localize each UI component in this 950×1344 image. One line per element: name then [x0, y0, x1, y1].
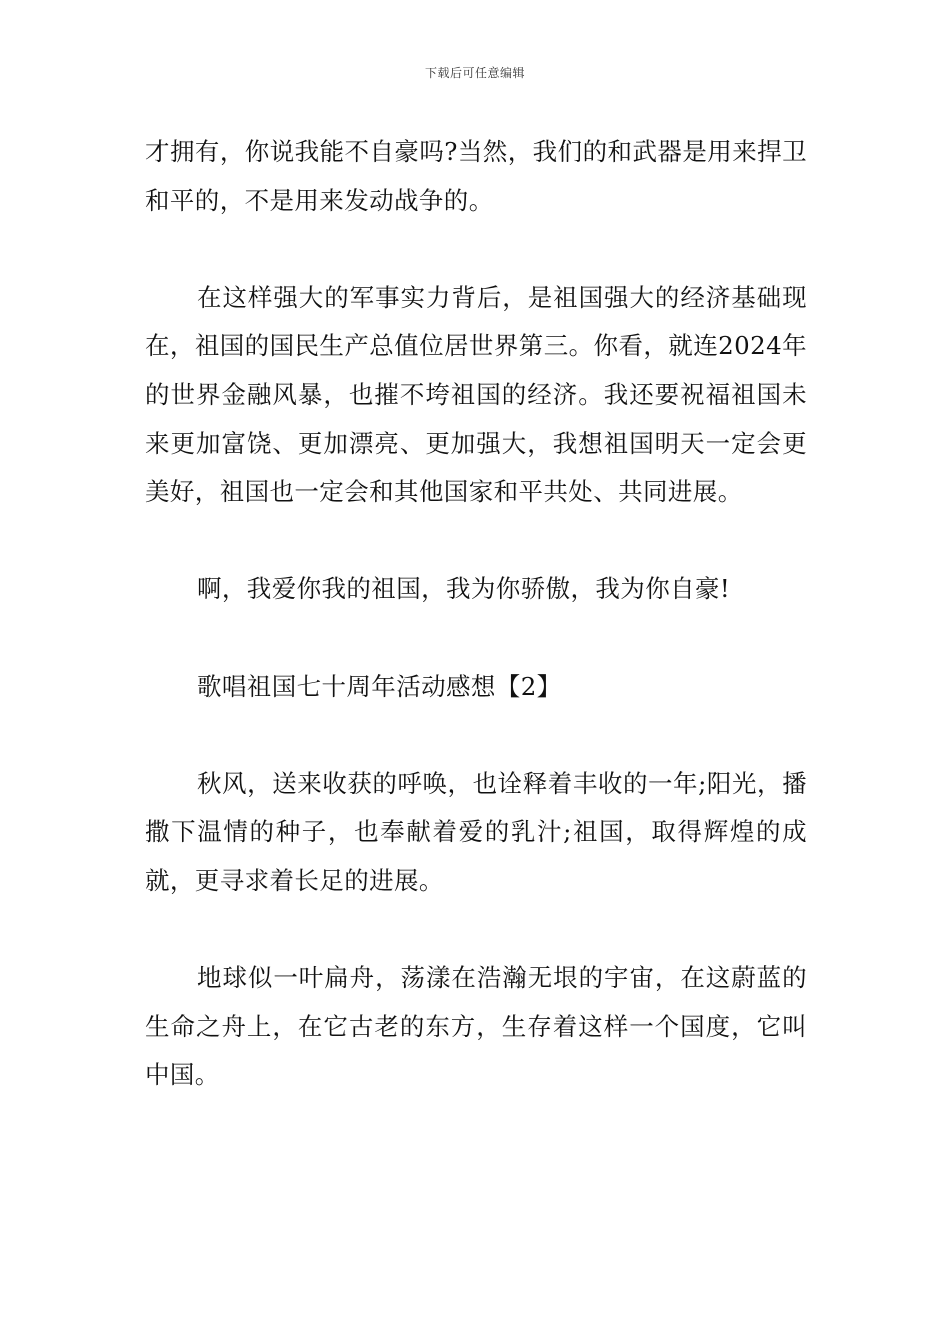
section-heading: 歌唱祖国七十周年活动感想【2】 [197, 671, 562, 701]
header-note: 下载后可任意编辑 [424, 66, 525, 80]
paragraph-earth: 地球似一叶扁舟，荡漾在浩瀚无垠的宇宙，在这蔚蓝的生命之舟上，在它古老的东方，生存着这样一个国度，它叫中国。 [145, 963, 807, 1090]
document-body [145, 128, 807, 1100]
paragraph-economy: 在这样强大的军事实力背后，是祖国强大的经济基础现在，祖国的国民生产总值位居世界第三。你看，就连2024年的世界金融风暴，也摧不垮祖国的经济。我还要祝福祖国未来更加富饶、更加漂亮、更加强大，我想祖国明天一定会更美好，祖国也一定会和其他国家和平共处、共同进展。 [145, 282, 807, 507]
paragraph-exclamation: 啊，我爱你我的祖国，我为你骄傲，我为你自豪! [197, 574, 731, 604]
paragraph-autumn: 秋风，送来收获的呼唤，也诠释着丰收的一年;阳光，播撒下温情的种子，也奉献着爱的乳汁;祖国，取得辉煌的成就，更寻求着长足的进展。 [145, 768, 807, 895]
paragraph-continuation: 才拥有，你说我能不自豪吗?当然，我们的和武器是用来捍卫和平的，不是用来发动战争的。 [145, 137, 807, 215]
